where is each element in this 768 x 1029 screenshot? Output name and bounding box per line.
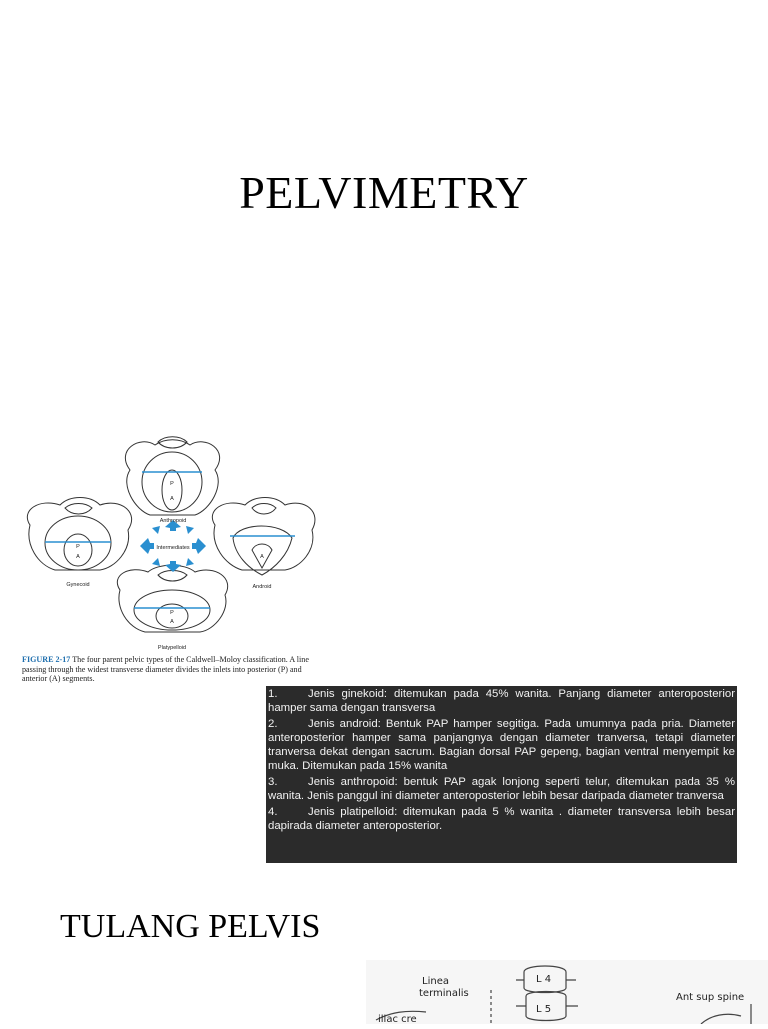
list-item-text: Jenis android: Bentuk PAP hamper segitiga. Pada umumnya pada pria. Diameter anteroposterior hamper sama panjangnya dengan diameter tranversa, tetapi diameter tranversa dekat dengan sacrum. Bagian dorsal PAP gepeng, bagian ventral menyempit ke muka. Ditemukan pada 15% wanita (268, 718, 735, 772)
linea-label: Linea (422, 976, 449, 987)
anthropoid-a-label: A (170, 496, 174, 502)
list-item-text: Jenis ginekoid: ditemukan pada 45% wanita. Panjang diameter anteroposterior hamper sama dengan transversa (268, 688, 735, 714)
gynecoid-a-label: A (76, 554, 80, 560)
slide-title: PELVIMETRY (239, 167, 529, 218)
pelvic-types-figure (20, 430, 320, 680)
platypelloid-label: Platypelloid (157, 645, 187, 651)
figure-caption-text: The four parent pelvic types of the Caldwell–Moloy classification. A line passing through the widest transverse diameter divides the inlets into posterior (P) and anterior (A) segments. (22, 655, 309, 684)
list-item-text: Jenis platipelloid: ditemukan pada 5 % wanita . diameter transversa lebih besar dapirada diameter anteroposterior. (268, 806, 735, 832)
section-heading: TULANG PELVIS (60, 908, 321, 945)
l4-label: L 4 (536, 974, 552, 985)
gynecoid-p-label: P (76, 544, 80, 550)
list-item-text: Jenis anthropoid: bentuk PAP agak lonjong seperti telur, ditemukan pada 35 % wanita. Jenis panggul ini diameter anteroposterior lebih besar daripada diameter tranversa (268, 776, 735, 802)
android-a-label: A (260, 554, 264, 560)
list-item-number: 1. (268, 688, 278, 700)
intermediates-label: Intermediates (156, 545, 190, 551)
list-item (268, 717, 735, 773)
iliac-crest-label: iliac cre (378, 1014, 417, 1024)
list-item (268, 687, 735, 715)
list-item-number: 2. (268, 718, 278, 730)
gynecoid-label: Gynecoid (66, 582, 90, 588)
figure-caption (22, 655, 322, 684)
platypelloid-p-label: P (170, 610, 174, 616)
android-label: Android (252, 584, 272, 590)
pelvis-bone-sketch (366, 960, 768, 1024)
pelvis-types-text-box (266, 686, 737, 863)
anthropoid-label: Anthropoid (159, 518, 187, 524)
platypelloid-a-label: A (170, 619, 174, 625)
ant-sup-spine-label: Ant sup spine (676, 992, 745, 1003)
figure-caption-label: FIGURE 2-17 (22, 655, 71, 664)
anthropoid-p-label: P (170, 481, 174, 487)
l5-label: L 5 (536, 1004, 552, 1015)
anthropoid-pelvis-drawing (125, 437, 219, 515)
list-item-number: 3. (268, 776, 278, 788)
list-item (268, 775, 735, 803)
list-item (268, 805, 735, 833)
terminalis-label: terminalis (419, 988, 469, 999)
list-item-number: 4. (268, 806, 278, 818)
